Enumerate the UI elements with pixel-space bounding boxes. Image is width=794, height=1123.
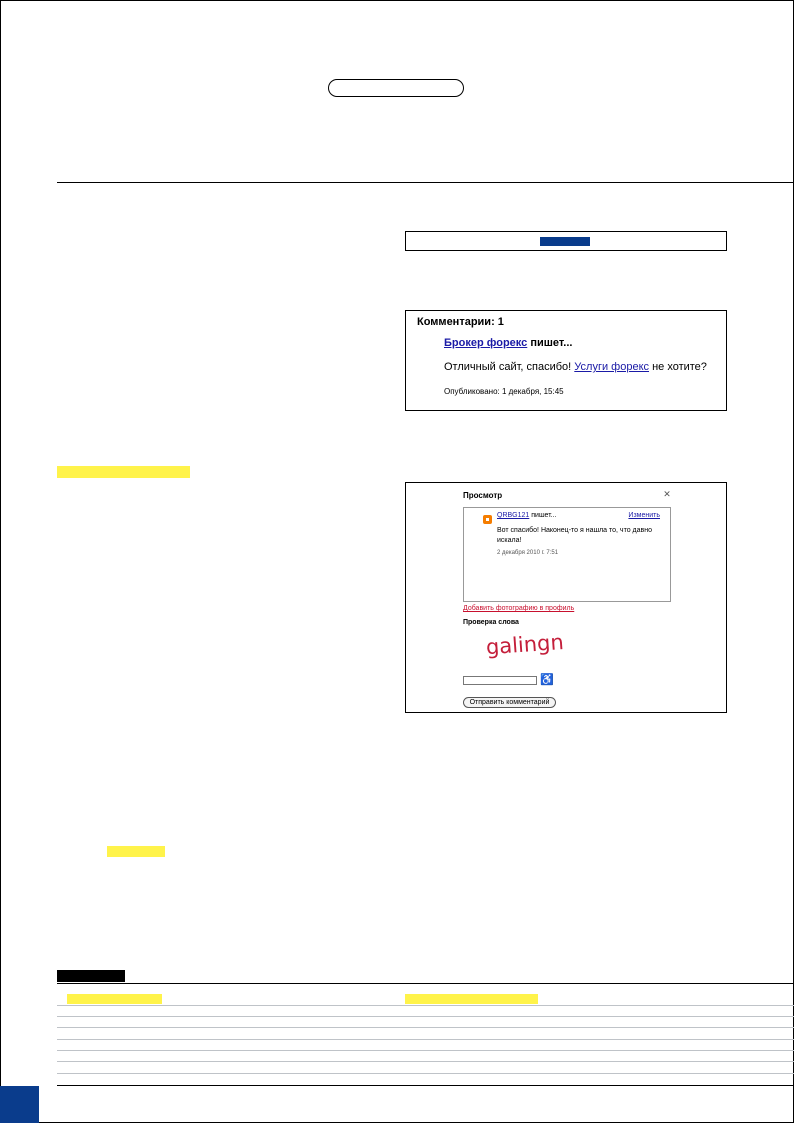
captcha-word: galingn	[485, 629, 565, 660]
accessibility-icon[interactable]: ♿	[540, 674, 554, 686]
comment-author-link[interactable]: Брокер форекс	[444, 337, 528, 349]
table-row-rule	[57, 1073, 794, 1074]
card-author-suffix: пишет...	[529, 512, 557, 519]
blogger-icon	[483, 515, 492, 524]
comment-author-suffix: пишет...	[527, 337, 573, 349]
figure-preview	[405, 482, 727, 713]
header-pill	[328, 79, 464, 97]
close-icon[interactable]: ✕	[663, 489, 671, 499]
submit-comment-button[interactable]: Отправить комментарий	[463, 697, 556, 708]
header-rule	[57, 182, 794, 183]
word-check-label: Проверка слова	[463, 619, 519, 626]
figure-comments	[405, 310, 727, 411]
card-author-line	[497, 512, 556, 519]
captcha-image	[484, 629, 584, 663]
table-top-rule	[57, 983, 794, 984]
highlight-mark	[57, 466, 190, 478]
comment-text-before: Отличный сайт, спасибо!	[444, 361, 575, 373]
comment-text-after: не хотите?	[649, 361, 707, 373]
comment-published: Опубликовано: 1 декабря, 15:45	[444, 387, 564, 396]
edit-link[interactable]: Изменить	[628, 512, 660, 519]
table-row-rule	[57, 1005, 794, 1006]
table-row-rule	[57, 1039, 794, 1040]
page-corner-block	[0, 1086, 39, 1123]
highlight-mark	[405, 994, 538, 1004]
table-label-block	[57, 970, 125, 982]
comments-title: Комментарии: 1	[417, 316, 504, 328]
captcha-input[interactable]	[463, 676, 537, 685]
table-row-rule	[57, 1027, 794, 1028]
comment-text	[444, 361, 707, 373]
card-comment-date: 2 декабря 2010 г. 7:51	[497, 550, 559, 556]
figure-banner	[405, 231, 727, 251]
highlight-mark	[67, 994, 162, 1004]
table-row-rule	[57, 1061, 794, 1062]
preview-card	[463, 507, 671, 602]
comment-text-link[interactable]: Услуги форекс	[574, 361, 650, 373]
blue-bar	[540, 237, 590, 246]
add-photo-link[interactable]: Добавить фотографию в профиль	[463, 605, 575, 612]
comment-author-line	[444, 337, 572, 349]
bottom-rule	[57, 1085, 794, 1086]
card-author-link[interactable]: QRBG121	[497, 512, 530, 519]
table-row-rule	[57, 1050, 794, 1051]
table-row-rule	[57, 1016, 794, 1017]
card-comment-text: Вот спасибо! Наконец-то я нашла то, что давно искала!	[497, 527, 653, 544]
preview-title: Просмотр	[463, 491, 503, 500]
highlight-mark	[107, 846, 165, 857]
